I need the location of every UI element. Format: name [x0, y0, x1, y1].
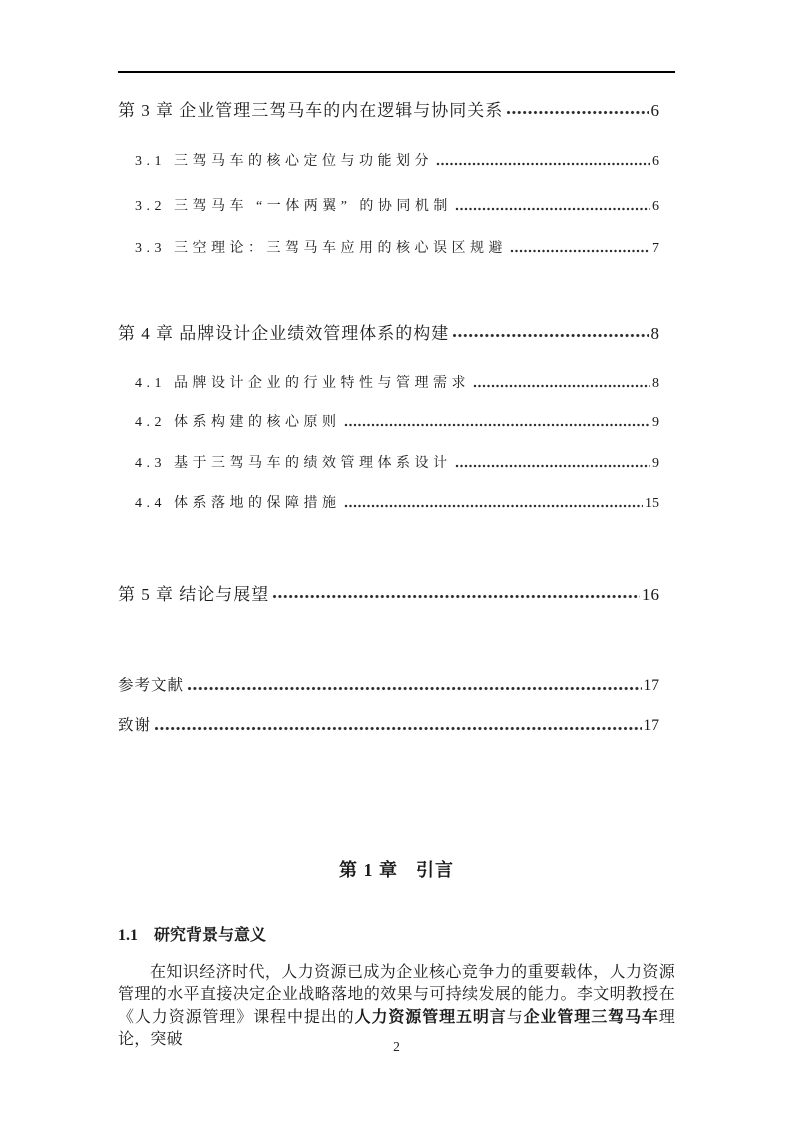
bold-term: 人力资源管理五明言	[354, 1008, 507, 1026]
toc-entry-references[interactable]	[118, 675, 675, 697]
toc-entry-page: 9	[652, 415, 659, 430]
toc-entry-chapter-3[interactable]	[118, 99, 675, 122]
toc-entry-page: 17	[643, 717, 659, 734]
toc-entry-label: 3.1 三驾马车的核心定位与功能划分	[135, 154, 433, 169]
toc-entry-label: 3.3 三空理论：三驾马车应用的核心误区规避	[135, 241, 507, 256]
dot-leader	[344, 423, 651, 427]
toc-entry-4-2[interactable]	[118, 414, 675, 432]
toc-entry-page: 16	[642, 585, 659, 604]
dot-leader	[455, 464, 651, 468]
toc-entry-page: 6	[652, 199, 659, 214]
toc-entry-page: 17	[643, 677, 659, 694]
toc-entry-label: 第 3 章 企业管理三驾马车的内在逻辑与协同关系	[118, 101, 504, 120]
toc-entry-3-1[interactable]	[118, 153, 675, 171]
toc-entry-label: 第 4 章 品牌设计企业绩效管理体系的构建	[118, 324, 450, 343]
toc-entry-page: 8	[652, 376, 659, 391]
bold-term: 企业管理三驾马车	[523, 1008, 659, 1026]
toc-entry-chapter-4[interactable]	[118, 322, 675, 345]
table-of-contents	[118, 99, 675, 737]
toc-entry-page: 15	[645, 496, 659, 511]
toc-entry-label: 3.2 三驾马车 “一体两翼” 的协同机制	[135, 199, 452, 214]
section-number: 1.1	[118, 927, 138, 944]
toc-entry-label: 4.3 基于三驾马车的绩效管理体系设计	[135, 456, 452, 471]
toc-entry-page: 8	[650, 324, 659, 343]
toc-entry-4-1[interactable]	[118, 375, 675, 393]
toc-entry-page: 6	[652, 154, 659, 169]
dot-leader	[436, 162, 650, 166]
toc-entry-4-3[interactable]	[118, 455, 675, 473]
toc-entry-label: 参考文献	[118, 677, 185, 694]
dot-leader	[473, 384, 650, 388]
dot-leader	[154, 726, 641, 731]
paragraph-text: 理论，突破	[118, 1008, 675, 1049]
toc-entry-label: 致谢	[118, 717, 152, 734]
dot-leader	[510, 249, 650, 253]
section-title-text: 研究背景与意义	[154, 927, 267, 944]
dot-leader	[506, 110, 648, 115]
chapter-title-text: 引言	[416, 860, 454, 880]
toc-entry-page: 9	[652, 456, 659, 471]
toc-entry-page: 6	[650, 101, 659, 120]
toc-entry-3-2[interactable]	[118, 198, 675, 216]
toc-entry-3-3[interactable]	[118, 240, 675, 258]
dot-leader	[272, 594, 640, 599]
chapter-number: 第 1 章	[339, 860, 398, 880]
toc-entry-page: 7	[652, 241, 659, 256]
toc-entry-label: 4.1 品牌设计企业的行业特性与管理需求	[135, 376, 470, 391]
footer-page-number: 2	[393, 1039, 400, 1054]
toc-entry-4-4[interactable]	[118, 495, 675, 513]
header-rule	[118, 71, 675, 73]
dot-leader	[187, 686, 641, 691]
dot-leader	[455, 207, 650, 211]
toc-entry-label: 4.2 体系构建的核心原则	[135, 415, 341, 430]
dot-leader	[344, 504, 644, 508]
dot-leader	[452, 333, 648, 338]
toc-entry-acknowledgements[interactable]	[118, 715, 675, 737]
toc-entry-chapter-5[interactable]	[118, 583, 675, 606]
toc-entry-label: 第 5 章 结论与展望	[118, 585, 270, 604]
paragraph-text: 与	[506, 1008, 524, 1026]
toc-entry-label: 4.4 体系落地的保障措施	[135, 496, 341, 511]
section-1-1-title	[118, 925, 675, 946]
paragraph-text: 在知识经济时代，人力资源已成为企业核心竞争力的重要载体，人力资源管理的水平直接决定企业战略落地的效果与可持续发展的能力。李文明教授在《人力资源管理》课程中提出的	[118, 964, 675, 1026]
chapter-1-title	[118, 858, 675, 882]
